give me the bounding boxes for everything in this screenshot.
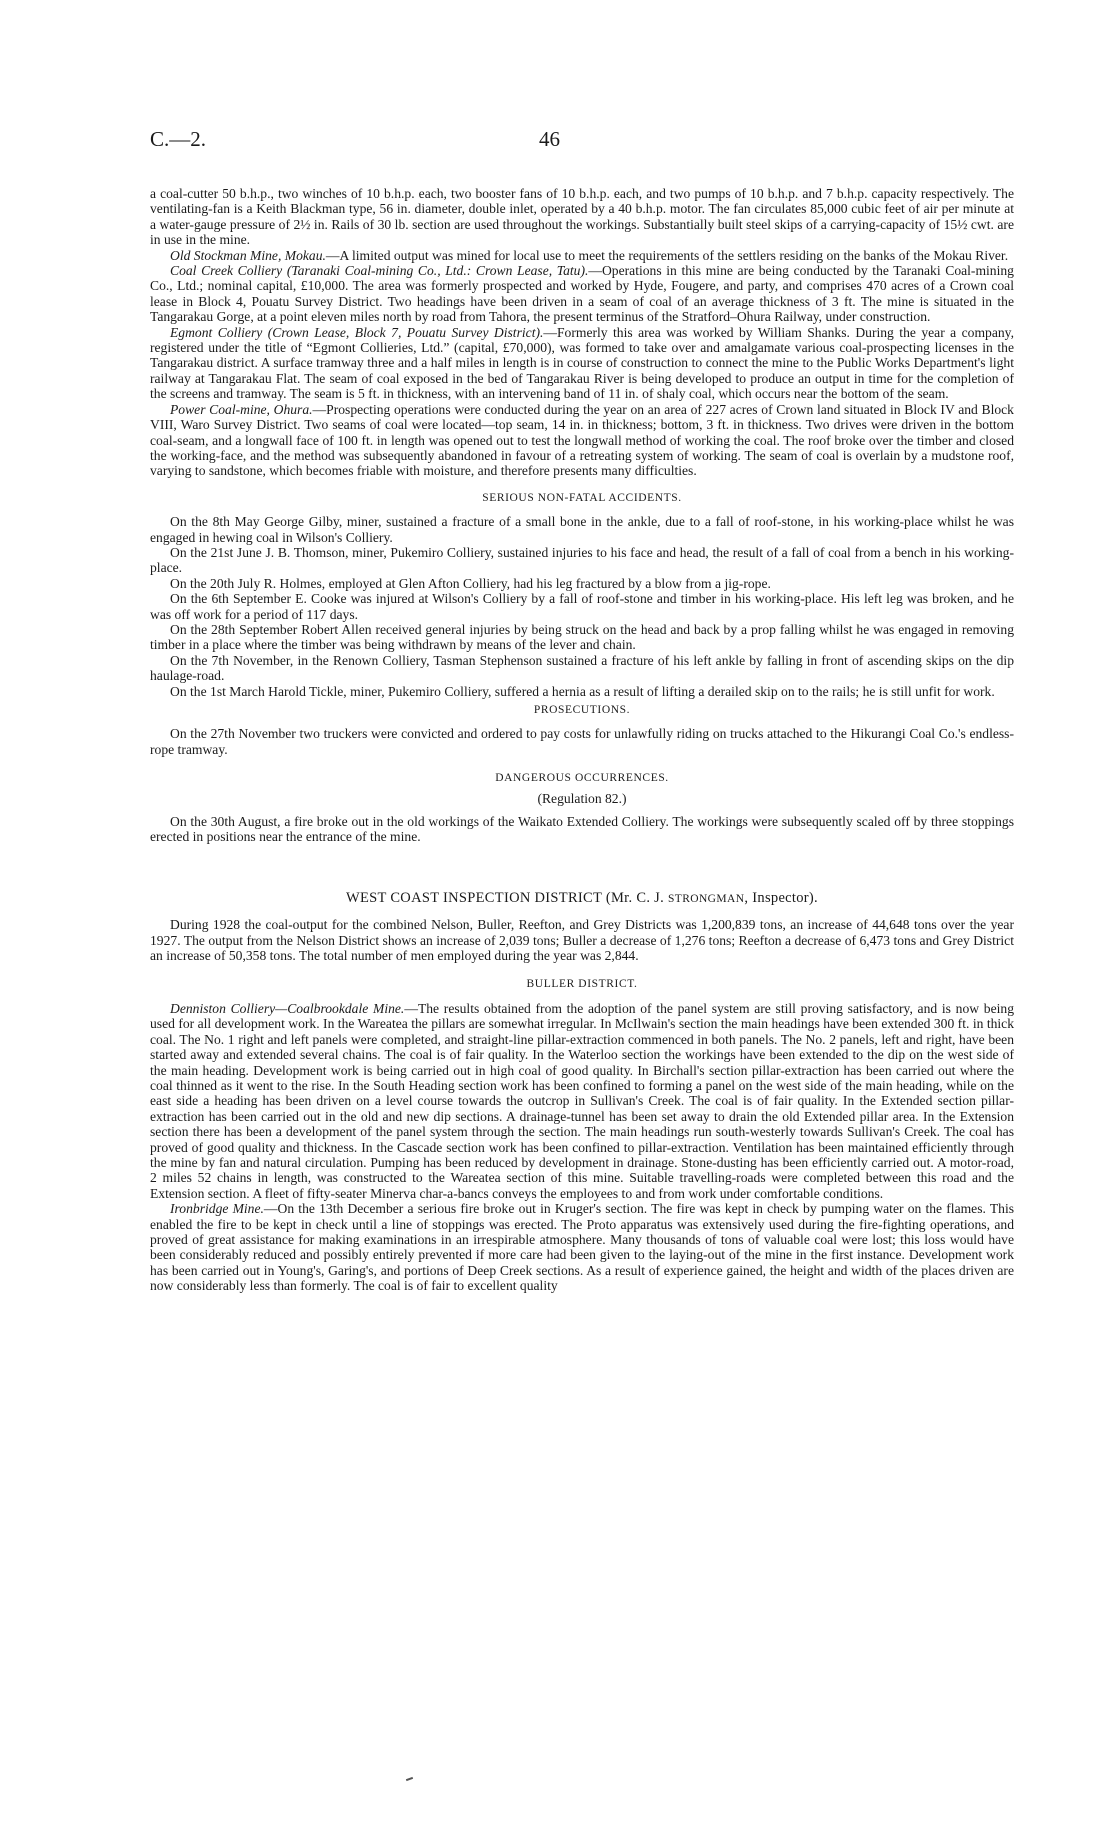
mine-paragraph-coal-creek (150, 263, 1014, 325)
buller-district-heading: BULLER DISTRICT. (526, 978, 638, 991)
mine-lead: Old Stockman Mine, Mokau. (170, 247, 326, 263)
page-number: 46 (539, 127, 560, 151)
accidents-heading: SERIOUS NON-FATAL ACCIDENTS. (482, 491, 682, 504)
dangerous-occurrences-paragraph: On the 30th August, a fire broke out in the old workings of the Waikato Extended Colliery. The workings were subsequently scaled off by three stoppings erected in positions near the entrance of the mine. (150, 814, 1014, 845)
accident-item: On the 1st March Harold Tickle, miner, Pukemiro Colliery, suffered a hernia as a result of lifting a derailed skip on to the rails; he is still unfit for work. (170, 683, 995, 699)
page-header (150, 127, 1014, 158)
buller-paragraph-ironbridge (150, 1201, 1014, 1293)
mine-text: —A limited output was mined for local use to meet the requirements of the settlers residing on the banks of the Mokau River. (325, 247, 1009, 263)
west-coast-paragraph: During 1928 the coal-output for the combined Nelson, Buller, Reefton, and Grey Districts was 1,200,839 tons, an increase of 44,648 tons over the year 1927. The output from the Nelson District shows an increase of 2,039 tons; Buller a decrease of 1,276 tons; Reefton a decrease of 6,473 tons and Grey District an increase of 50,358 tons. The total number of men employed during the year was 2,844. (150, 917, 1014, 964)
intro-paragraph: a coal-cutter 50 b.h.p., two winches of 10 b.h.p. each, two booster fans of 10 b.h.p. each, and two pumps of 10 b.h.p. and 7 b.h.p. capacity respectively. The ventilating-fan is a Keith Blackman type, 56 in. diameter, double inlet, operated by a 40 b.h.p. motor. The fan circulates 85,000 cubic feet of air per minute at a water-gauge pressure of 2½ in. Rails of 30 lb. section are used throughout the workings. Substantially built steel skips of a carrying-capacity of 15½ cwt. are in use in the mine. (150, 186, 1014, 248)
mine-lead: Coal Creek Colliery (Taranaki Coal-mining Co., Ltd.: Crown Lease, Tatu). (170, 263, 589, 279)
mine-text: —On the 13th December a serious fire broke out in Kruger's section. The fire was kept in check by pumping water on the flames. This enabled the fire to be kept in check until a line of stoppings was erected. The Proto apparatus was extensively used during the fire-fighting operations, and proved of great assistance for making examinations in an irrespirable atmosphere. Many thousands of tons of valuable coal were lost; this loss would have been considerably reduced and possibly entirely prevented if more care had been given to the laying-out of the mine in the first instance. Development work has been carried out in Young's, Garing's, and portions of Deep Creek sections. As a result of experience gained, the height and width of the places driven are now considerably less than formerly. The coal is of fair to excellent quality (150, 1201, 1015, 1294)
mine-paragraph-old-stockman (150, 248, 1014, 263)
accident-item: On the 8th May George Gilby, miner, sustained a fracture of a small bone in the ankle, due to a fall of roof-stone, in his working-place whilst he was engaged in hewing coal in Wilson's Colliery. (150, 514, 1014, 545)
district-heading-main: WEST COAST INSPECTION DISTRICT (Mr. C. J. (346, 889, 668, 906)
mine-paragraph-power (150, 402, 1014, 479)
mine-lead: Denniston Colliery—Coalbrookdale Mine. (170, 1000, 405, 1016)
accident-item: On the 20th July R. Holmes, employed at Glen Afton Colliery, had his leg fractured by a blow from a jig-rope. (170, 575, 771, 591)
prosecutions-paragraph: On the 27th November two truckers were convicted and ordered to pay costs for unlawfully riding on trucks attached to the Hikurangi Coal Co.'s endless-rope tramway. (150, 726, 1014, 757)
mine-lead: Power Coal-mine, Ohura. (170, 401, 313, 417)
accident-item: On the 6th September E. Cooke was injured at Wilson's Colliery by a fall of roof-stone and timber in his working-place. His left leg was broken, and he was off work for a period of 117 days. (150, 591, 1014, 622)
dangerous-occurrences-heading: DANGEROUS OCCURRENCES. (495, 772, 669, 785)
prosecutions-heading: PROSECUTIONS. (533, 704, 631, 716)
ink-mark (406, 1777, 413, 1781)
regulation-subheading: (Regulation 82.) (537, 790, 627, 806)
document-reference: C.—2. (150, 127, 207, 151)
mine-text: —The results obtained from the adoption of the panel system are still proving satisfactory, and is now being used for all development work. In the Wareatea the pillars are somewhat irregular. In McIlwain's section the main headings have been extended 300 ft. in thick coal. The No. 1 right and left panels were completed, and straight-line pillar-extraction commenced in both panels. The No. 2 panels, left and right, have been started away and extended several chains. The coal is of fair quality. In the Waterloo section the workings have been extended to the dip on the west side of the main heading. Development work is being carried out in high coal of good quality. In Birchall's section pillar-extraction has been carried out where the coal thinned as it went to the rise. In the South Heading section work has been confined to forming a panel on the west side of the main heading, while on the east side a heading has been driven on a level course towards the outcrop in Sullivan's Creek. The coal is of fair quality. In the Extended section pillar-extraction has been carried out in the old and new dip sections. A drainage-tunnel has been set away to drain the old Extended pillar area. In the Extension section there has been a development of the panel system through the section. The main headings run south-westerly towards Sullivan's Creek. The coal has proved of good quality and thickness. In the Cascade section work has been confined to pillar-extraction. Ventilation has been maintained efficiently through the mine by fan and natural circulation. Pumping has been reduced by development in drainage. Stone-dusting has been efficiently carried out. A motor-road, 2 miles 52 chains in length, was constructed to the Wareatea section of this mine. Suitable travelling-roads were completed between this road and the Extension section. A fleet of fifty-seater Minerva char-a-bancs conveys the employees to and from work under comfortable conditions. (150, 1000, 1015, 1201)
mine-paragraph-egmont (150, 325, 1014, 402)
mine-lead: Ironbridge Mine. (170, 1201, 264, 1217)
mine-text: —Prospecting operations were conducted during the year on an area of 227 acres of Crown land situated in Block IV and Block VIII, Waro Survey District. Two seams of coal were located—top seam, 14 in. in thickness; bottom, 3 ft. in thickness. Two drives were driven in the bottom coal-seam, and a longwall face of 100 ft. in length was opened out to test the longwall method of working the coal. The roof broke over the timber and closed the working-face, and the method was subsequently abandoned in favour of a retreating system of working. The seam of coal is overlain by a mudstone roof, varying to sandstone, which becomes friable with moisture, and therefore presents many difficulties. (150, 401, 1014, 479)
accident-item: On the 21st June J. B. Thomson, miner, Pukemiro Colliery, sustained injuries to his face and head, the result of a fall of coal from a bench in his working-place. (150, 544, 1014, 576)
accident-item: On the 28th September Robert Allen received general injuries by being struck on the head and back by a prop falling whilst he was engaged in removing timber in a place where the timber was being withdrawn by means of the lever and chain. (150, 621, 1014, 653)
inspector-name: STRONGMAN (667, 892, 745, 905)
district-heading-end: , Inspector). (744, 889, 818, 906)
mine-lead: Egmont Colliery (Crown Lease, Block 7, Pouatu Survey District). (170, 324, 544, 340)
mine-text: —Operations in this mine are being conducted by the Taranaki Coal-mining Co., Ltd.; nominal capital, £10,000. The area was formerly prospected and worked by Hyde, Fougere, and party, and comprises 470 acres of a Crown coal lease in Block 4, Pouatu Survey District. Two headings have been driven in a seam of coal of an average thickness of 3 ft. The mine is situated in the Tangarakau Gorge, at a point eleven miles north by road from Tahora, the present terminus of the Stratford–Ohura Railway, under construction. (150, 263, 1014, 325)
buller-paragraph-denniston (150, 1001, 1014, 1201)
accident-item: On the 7th November, in the Renown Colliery, Tasman Stephenson sustained a fracture of his left ankle by falling in front of ascending skips on the dip haulage-road. (150, 652, 1014, 684)
mine-text: —Formerly this area was worked by William Shanks. During the year a company, registered under the title of “Egmont Collieries, Ltd.” (capital, £70,000), was formed to take over and amalgamate various coal-prospecting licenses in the Tangarakau district. A surface tramway three and a half miles in length is in course of construction to connect the mine to the Public Works Department's light railway at Tangarakau Flat. The seam of coal exposed in the bed of Tangarakau River is being developed to produce an output in time for the completion of the screens and tramway. The seam is 5 ft. in thickness, with an intervening band of 11 in. of shaly coal, which occurs near the bottom of the seam. (150, 324, 1014, 402)
west-coast-district-heading (150, 891, 1014, 907)
